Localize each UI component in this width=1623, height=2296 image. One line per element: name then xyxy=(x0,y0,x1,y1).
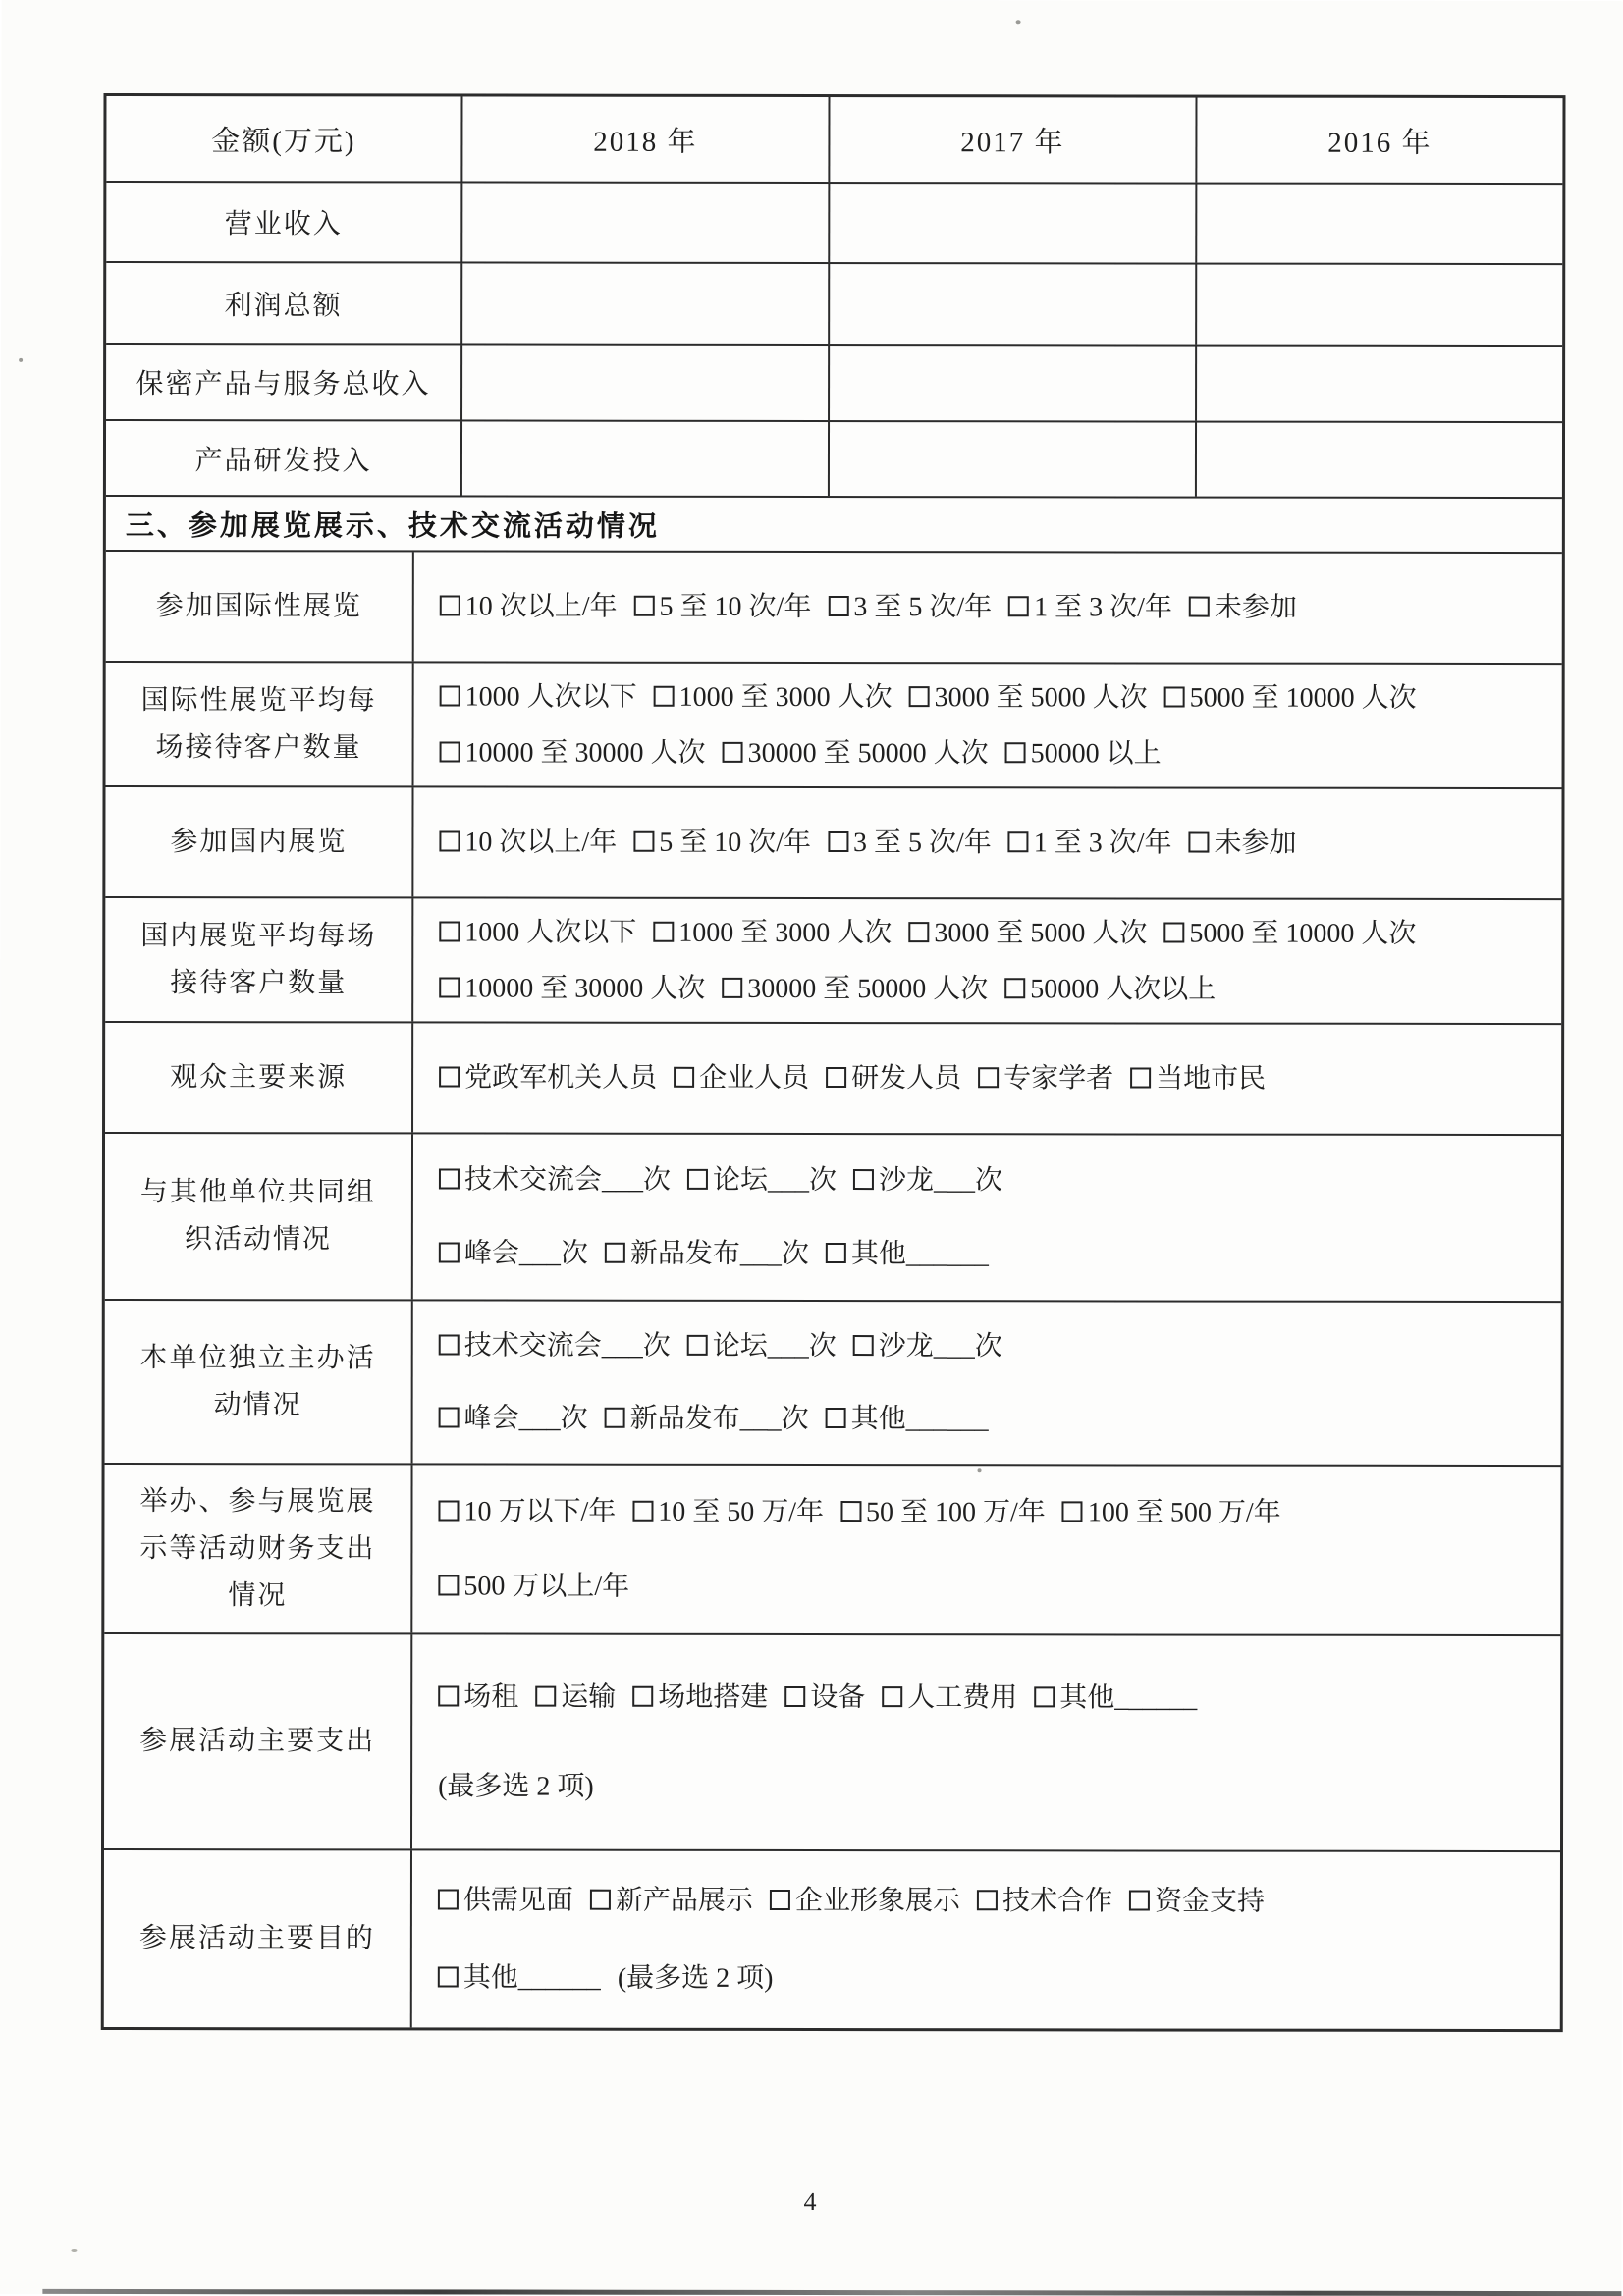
option-label: 10 次以上/年 xyxy=(464,591,618,622)
checkbox-icon xyxy=(654,685,675,706)
option-label: 论坛___次 xyxy=(712,1330,837,1362)
checkbox-icon xyxy=(439,1066,460,1087)
checkbox-icon xyxy=(1189,832,1210,853)
checkbox-icon xyxy=(1189,597,1210,617)
checkbox-option xyxy=(909,682,1148,713)
activity-row xyxy=(106,552,1562,665)
finance-header-row xyxy=(106,96,1562,185)
checkbox-icon xyxy=(439,977,460,997)
checkbox-icon xyxy=(439,1407,460,1427)
checkbox-icon xyxy=(977,1890,998,1910)
checkbox-icon xyxy=(840,1501,861,1522)
option-label: 论坛___次 xyxy=(712,1164,838,1197)
checkbox-option xyxy=(605,1404,809,1434)
option-label: (最多选 2 项) xyxy=(617,1962,774,1994)
activity-row xyxy=(105,1023,1561,1136)
checkbox-option xyxy=(438,1496,616,1526)
checkbox-icon xyxy=(828,596,848,616)
finance-row-secrecy-income xyxy=(106,345,1562,423)
option-line xyxy=(440,578,1552,636)
activity-row-options xyxy=(413,1301,1561,1465)
checkbox-icon xyxy=(439,1168,460,1189)
checkbox-option xyxy=(1008,592,1172,622)
activity-row-options xyxy=(412,1634,1560,1850)
option-label: 10000 至 30000 人次 xyxy=(464,973,706,1004)
finance-blank-cell xyxy=(830,346,1197,421)
option-line xyxy=(438,1558,1550,1616)
checkbox-icon xyxy=(1163,922,1184,942)
activity-row-label: 举办、参与展览展示等活动财务支出情况 xyxy=(104,1465,412,1632)
checkbox-option xyxy=(634,592,812,622)
option-line xyxy=(438,1949,1550,2007)
checkbox-option xyxy=(687,1165,837,1196)
checkbox-option xyxy=(674,1063,809,1094)
option-label: 技术合作 xyxy=(1001,1886,1113,1917)
option-label: 运输 xyxy=(561,1682,617,1713)
activity-row-label: 参加国际性展览 xyxy=(106,552,414,661)
option-note xyxy=(618,1963,774,1994)
checkbox-option xyxy=(828,828,992,858)
checkbox-option xyxy=(853,1165,1002,1196)
option-label: 技术交流会___次 xyxy=(463,1164,671,1196)
scan-artifact xyxy=(71,2249,77,2252)
finance-blank-cell xyxy=(462,422,830,497)
checkbox-option xyxy=(853,1331,1002,1362)
checkbox-icon xyxy=(439,830,460,851)
option-label: (最多选 2 项) xyxy=(438,1771,594,1803)
checkbox-icon xyxy=(439,921,460,941)
checkbox-option xyxy=(826,1239,989,1269)
checkbox-icon xyxy=(440,595,460,615)
option-label: 10 万以下/年 xyxy=(463,1496,617,1527)
finance-blank-cell xyxy=(830,264,1197,345)
checkbox-option xyxy=(439,1062,657,1093)
checkbox-icon xyxy=(1164,686,1185,707)
activity-row xyxy=(105,1134,1561,1303)
option-line xyxy=(438,1669,1550,1727)
activity-row-options xyxy=(413,787,1561,898)
activity-table xyxy=(104,552,1562,2029)
activity-row-label: 观众主要来源 xyxy=(105,1023,413,1132)
option-label: 3 至 5 次/年 xyxy=(852,828,992,859)
finance-blank-cell xyxy=(1197,265,1562,346)
option-line xyxy=(439,1049,1551,1107)
checkbox-option xyxy=(653,917,892,947)
option-label: 场地搭建 xyxy=(658,1682,769,1713)
checkbox-option xyxy=(439,1330,671,1361)
activity-row xyxy=(105,1301,1561,1467)
activity-row xyxy=(104,1465,1560,1636)
scan-artifact xyxy=(19,358,23,362)
checkbox-option xyxy=(1129,1886,1265,1916)
form-table xyxy=(101,93,1566,2032)
option-label: 30000 至 50000 人次 xyxy=(747,973,989,1004)
checkbox-icon xyxy=(826,1408,846,1428)
checkbox-option xyxy=(978,1063,1113,1094)
checkbox-option xyxy=(440,681,637,712)
checkbox-icon xyxy=(1129,1890,1150,1910)
option-label: 研发人员 xyxy=(851,1063,962,1095)
checkbox-option xyxy=(1189,828,1297,859)
option-line xyxy=(439,904,1551,1018)
activity-row-label: 参展活动主要支出 xyxy=(104,1634,412,1848)
checkbox-icon xyxy=(722,977,742,997)
checkbox-option xyxy=(439,1164,671,1195)
activity-row-options xyxy=(413,1023,1561,1134)
option-label: 3000 至 5000 人次 xyxy=(934,917,1148,948)
checkbox-option xyxy=(882,1682,1017,1713)
checkbox-option xyxy=(1034,1682,1197,1713)
checkbox-icon xyxy=(438,1500,459,1521)
option-note xyxy=(438,1772,594,1802)
checkbox-icon xyxy=(674,1067,694,1088)
finance-table xyxy=(106,96,1563,499)
checkbox-option xyxy=(440,591,618,621)
activity-row xyxy=(105,898,1561,1025)
checkbox-option xyxy=(654,681,893,712)
activity-row xyxy=(104,1850,1560,2029)
finance-blank-cell xyxy=(1197,185,1562,264)
finance-header-year-2016: 2016 年 xyxy=(1327,127,1433,159)
checkbox-icon xyxy=(1005,742,1026,763)
option-label: 1000 至 3000 人次 xyxy=(678,681,893,713)
option-label: 其他______ xyxy=(850,1239,989,1270)
checkbox-icon xyxy=(633,831,654,852)
activity-row-label: 与其他单位共同组织活动情况 xyxy=(105,1134,413,1299)
option-label: 10 次以上/年 xyxy=(464,827,618,858)
option-label: 50000 以上 xyxy=(1030,737,1162,769)
option-label: 当地市民 xyxy=(1156,1063,1267,1095)
checkbox-icon xyxy=(632,1501,653,1522)
activity-row-options xyxy=(413,1134,1561,1301)
option-label: 专家学者 xyxy=(1003,1063,1114,1095)
finance-row-label: 保密产品与服务总收入 xyxy=(106,345,462,420)
activity-row-options xyxy=(414,663,1562,787)
activity-row-label: 参展活动主要目的 xyxy=(104,1850,412,2027)
option-label: 5 至 10 次/年 xyxy=(659,591,812,622)
checkbox-icon xyxy=(826,1067,846,1088)
finance-row-rnd-investment xyxy=(106,421,1562,499)
checkbox-icon xyxy=(1034,1686,1055,1707)
option-label: 1 至 3 次/年 xyxy=(1033,828,1172,859)
checkbox-icon xyxy=(1008,596,1029,616)
checkbox-icon xyxy=(438,1575,459,1595)
checkbox-icon xyxy=(438,1889,459,1909)
page-number: 4 xyxy=(803,2186,817,2216)
activity-row xyxy=(105,787,1561,900)
checkbox-option xyxy=(1189,593,1297,623)
checkbox-icon xyxy=(770,1890,790,1910)
option-label: 新品发布___次 xyxy=(629,1403,809,1434)
option-label: 10000 至 30000 人次 xyxy=(464,737,706,769)
checkbox-icon xyxy=(632,1685,653,1706)
checkbox-icon xyxy=(605,1408,625,1428)
activity-row-options xyxy=(412,1850,1560,2029)
checkbox-icon xyxy=(828,831,848,852)
option-label: 新品发布___次 xyxy=(629,1238,809,1269)
option-line xyxy=(439,1151,1551,1209)
checkbox-icon xyxy=(784,1686,805,1707)
option-label: 资金支持 xyxy=(1154,1886,1266,1917)
checkbox-option xyxy=(439,917,636,947)
activity-row-options xyxy=(413,898,1561,1023)
checkbox-icon xyxy=(853,1335,874,1356)
checkbox-option xyxy=(1163,918,1416,948)
option-label: 1000 人次以下 xyxy=(464,681,637,713)
checkbox-option xyxy=(1008,828,1172,858)
option-label: 3 至 5 次/年 xyxy=(853,592,993,623)
checkbox-option xyxy=(723,737,989,768)
option-label: 技术交流会___次 xyxy=(463,1330,671,1362)
checkbox-option xyxy=(605,1239,809,1269)
option-label: 未参加 xyxy=(1214,592,1297,623)
activity-row xyxy=(106,663,1562,789)
activity-row-label: 国内展览平均每场接待客户数量 xyxy=(105,898,413,1021)
option-line xyxy=(440,668,1552,782)
checkbox-option xyxy=(1004,974,1216,1004)
section-title: 三、参加展览展示、技术交流活动情况 xyxy=(106,497,1562,554)
activity-row-options xyxy=(412,1465,1560,1634)
checkbox-icon xyxy=(438,1685,459,1706)
checkbox-option xyxy=(632,1682,768,1712)
finance-row-label: 利润总额 xyxy=(106,263,462,344)
checkbox-option xyxy=(438,1885,573,1915)
checkbox-option xyxy=(977,1886,1112,1916)
activity-row-label: 国际性展览平均每场接待客户数量 xyxy=(106,663,414,785)
checkbox-icon xyxy=(687,1169,708,1190)
checkbox-option xyxy=(826,1404,989,1434)
finance-blank-cell xyxy=(462,264,830,345)
checkbox-option xyxy=(1005,738,1162,769)
option-label: 5000 至 10000 人次 xyxy=(1189,682,1417,714)
activity-row xyxy=(104,1634,1560,1852)
option-label: 企业形象展示 xyxy=(794,1885,960,1917)
finance-row-revenue xyxy=(106,183,1562,265)
checkbox-icon xyxy=(1130,1067,1151,1088)
activity-row-label: 本单位独立主办活动情况 xyxy=(105,1301,413,1463)
option-line xyxy=(438,1872,1550,1930)
checkbox-option xyxy=(687,1331,837,1362)
checkbox-icon xyxy=(1008,831,1029,852)
checkbox-icon xyxy=(978,1067,999,1088)
checkbox-icon xyxy=(439,1334,460,1355)
scan-artifact xyxy=(978,1468,982,1472)
option-label: 100 至 500 万/年 xyxy=(1087,1497,1281,1528)
finance-header-year-2018: 2018 年 xyxy=(462,97,830,183)
option-label: 场租 xyxy=(463,1682,519,1713)
checkbox-icon xyxy=(535,1685,556,1706)
checkbox-icon xyxy=(440,685,460,706)
checkbox-icon xyxy=(826,1243,846,1263)
activity-row-options xyxy=(414,552,1562,663)
option-label: 3000 至 5000 人次 xyxy=(934,681,1148,713)
checkbox-icon xyxy=(439,1242,460,1262)
checkbox-option xyxy=(840,1497,1046,1527)
finance-blank-cell xyxy=(462,346,830,421)
option-label: 50 至 100 万/年 xyxy=(866,1497,1046,1528)
option-line xyxy=(439,814,1551,872)
checkbox-option xyxy=(439,973,705,1003)
checkbox-option xyxy=(1164,682,1417,713)
option-label: 其他______ xyxy=(850,1404,989,1435)
checkbox-icon xyxy=(1004,978,1025,998)
checkbox-option xyxy=(439,1403,588,1433)
option-line xyxy=(439,1225,1551,1283)
checkbox-option xyxy=(633,828,811,858)
checkbox-icon xyxy=(908,922,929,942)
option-label: 供需见面 xyxy=(462,1885,573,1916)
finance-row-profit xyxy=(106,263,1562,347)
checkbox-option xyxy=(1130,1063,1266,1094)
option-label: 1 至 3 次/年 xyxy=(1034,592,1172,623)
option-label: 峰会___次 xyxy=(463,1403,588,1434)
checkbox-icon xyxy=(634,596,655,616)
checkbox-option xyxy=(590,1886,753,1916)
checkbox-option xyxy=(722,973,988,1003)
option-line xyxy=(438,1483,1550,1541)
option-label: 其他______ xyxy=(1059,1682,1198,1714)
checkbox-icon xyxy=(438,1966,459,1987)
option-label: 峰会___次 xyxy=(463,1238,588,1269)
checkbox-icon xyxy=(853,1169,874,1190)
option-line xyxy=(439,1390,1551,1448)
checkbox-option xyxy=(632,1497,824,1527)
checkbox-icon xyxy=(687,1335,708,1356)
finance-blank-cell xyxy=(830,422,1197,497)
option-label: 30000 至 50000 人次 xyxy=(747,737,989,769)
checkbox-icon xyxy=(605,1243,625,1263)
scan-artifact xyxy=(1016,20,1021,24)
option-label: 沙龙___次 xyxy=(878,1165,1003,1197)
checkbox-option xyxy=(438,1571,629,1601)
option-label: 1000 至 3000 人次 xyxy=(678,917,893,948)
option-label: 设备 xyxy=(810,1682,866,1713)
checkbox-option xyxy=(1062,1497,1281,1527)
option-label: 10 至 50 万/年 xyxy=(658,1496,825,1528)
option-label: 沙龙___次 xyxy=(878,1331,1002,1362)
option-label: 人工费用 xyxy=(907,1682,1018,1713)
checkbox-icon xyxy=(653,921,674,941)
finance-blank-cell xyxy=(1197,347,1562,422)
finance-header-amount-unit: 金额(万元) xyxy=(106,96,462,182)
checkbox-option xyxy=(826,1063,961,1094)
finance-header-year-2017: 2017 年 xyxy=(830,97,1197,183)
finance-blank-cell xyxy=(830,184,1197,263)
option-label: 新产品展示 xyxy=(615,1885,753,1916)
option-label: 1000 人次以下 xyxy=(464,917,637,948)
checkbox-option xyxy=(535,1682,616,1712)
checkbox-icon xyxy=(590,1890,611,1910)
checkbox-icon xyxy=(882,1686,902,1707)
option-label: 未参加 xyxy=(1214,828,1297,859)
option-label: 500 万以上/年 xyxy=(463,1571,630,1602)
checkbox-option xyxy=(440,737,706,768)
checkbox-option xyxy=(439,1238,588,1268)
finance-blank-cell xyxy=(1197,423,1562,498)
checkbox-option xyxy=(438,1962,601,1993)
checkbox-icon xyxy=(723,741,743,762)
checkbox-option xyxy=(908,918,1147,948)
finance-row-label: 营业收入 xyxy=(106,183,462,262)
activity-row-label: 参加国内展览 xyxy=(105,787,413,896)
checkbox-option xyxy=(770,1886,960,1916)
checkbox-option xyxy=(784,1682,865,1713)
option-label: 5 至 10 次/年 xyxy=(659,827,812,858)
option-label: 党政军机关人员 xyxy=(464,1062,658,1094)
checkbox-icon xyxy=(909,686,930,707)
option-line xyxy=(439,1317,1551,1375)
option-label: 5000 至 10000 人次 xyxy=(1189,918,1417,949)
checkbox-icon xyxy=(1062,1501,1083,1522)
finance-blank-cell xyxy=(462,184,830,263)
checkbox-option xyxy=(438,1682,518,1712)
option-line xyxy=(438,1759,1550,1817)
finance-row-label: 产品研发投入 xyxy=(106,421,462,496)
checkbox-option xyxy=(439,827,617,857)
option-label: 企业人员 xyxy=(699,1062,810,1094)
checkbox-icon xyxy=(440,741,460,762)
checkbox-option xyxy=(828,592,992,622)
option-label: 其他______ xyxy=(462,1962,601,1994)
option-label: 50000 人次以上 xyxy=(1030,973,1217,1005)
